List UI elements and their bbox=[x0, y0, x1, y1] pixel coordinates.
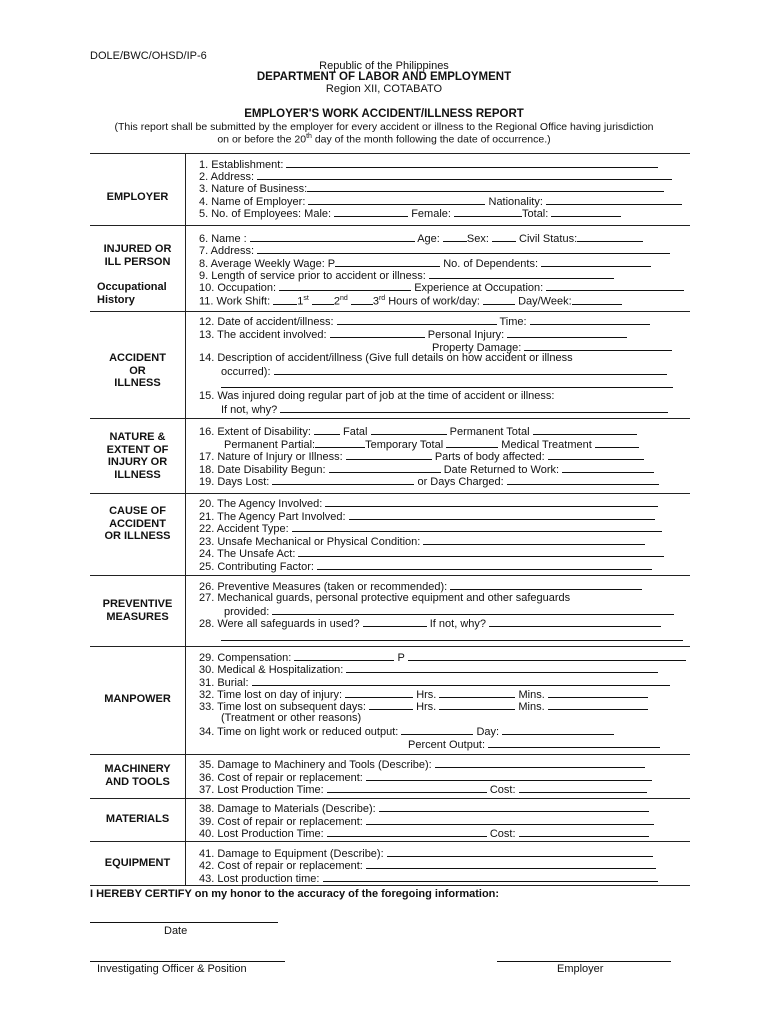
field-occupation: 10. Occupation: Experience at Occupation: bbox=[199, 280, 684, 294]
medical-treatment-input[interactable] bbox=[595, 437, 639, 448]
time-lost-day-mins-input[interactable] bbox=[439, 687, 515, 698]
field-injured-address: 7. Address: bbox=[199, 243, 670, 257]
field-lost-production-machinery: 37. Lost Production Time: Cost: bbox=[199, 782, 647, 796]
injured-name-input[interactable] bbox=[250, 231, 415, 242]
time-lost-day-hrs-input[interactable] bbox=[345, 687, 413, 698]
report-title: EMPLOYER'S WORK ACCIDENT/ILLNESS REPORT bbox=[244, 108, 524, 120]
nationality-input[interactable] bbox=[546, 194, 682, 205]
officer-signature-line[interactable] bbox=[90, 961, 285, 962]
field-description: 14. Description of accident/illness (Give full details on how accident or illness bbox=[199, 352, 573, 364]
report-instruction-line-2: on or before the 20th day of the month following the date of occurrence.) bbox=[217, 133, 551, 146]
section-divider bbox=[90, 754, 690, 755]
agency-part-input[interactable] bbox=[349, 509, 655, 520]
report-instruction-line-1: (This report shall be submitted by the employer for every accident or illness to the Regional Office having jurisdiction bbox=[114, 121, 654, 133]
compensation-amount-input[interactable] bbox=[408, 650, 686, 661]
field-provided: provided: bbox=[224, 604, 674, 618]
employer-signature-line[interactable] bbox=[497, 961, 671, 962]
field-safeguards-used: 28. Were all safeguards in used? If not, why? bbox=[199, 616, 661, 630]
dependents-input[interactable] bbox=[541, 256, 651, 267]
field-unsafe-condition: 23. Unsafe Mechanical or Physical Condition: bbox=[199, 534, 645, 548]
shift-1-input[interactable] bbox=[273, 294, 297, 305]
field-light-work: 34. Time on light work or reduced output: Day: bbox=[199, 724, 614, 738]
field-if-not-why: If not, why? bbox=[221, 402, 668, 416]
body-parts-input[interactable] bbox=[548, 449, 644, 460]
preventive-measures-input[interactable] bbox=[450, 579, 642, 590]
contributing-factor-input[interactable] bbox=[317, 559, 652, 570]
weekly-wage-input[interactable] bbox=[335, 256, 440, 267]
field-nature-of-business: 3. Nature of Business: bbox=[199, 181, 664, 195]
temporary-total-input[interactable] bbox=[446, 437, 498, 448]
field-agency-part: 21. The Agency Part Involved: bbox=[199, 509, 655, 523]
section-divider bbox=[90, 575, 690, 576]
field-preventive-measures: 26. Preventive Measures (taken or recommended): bbox=[199, 579, 642, 593]
date-signature-line[interactable] bbox=[90, 922, 278, 923]
total-employees-input[interactable] bbox=[551, 206, 621, 217]
days-charged-input[interactable] bbox=[507, 474, 659, 485]
lost-production-equipment-input[interactable] bbox=[323, 871, 658, 882]
field-treatment-reasons: (Treatment or other reasons) bbox=[221, 712, 362, 724]
time-lost-subsequent-mins-input[interactable] bbox=[439, 699, 515, 710]
field-safeguards-cont bbox=[221, 630, 683, 644]
section-label-machinery: MACHINERY AND TOOLS bbox=[104, 763, 171, 788]
employer-name-input[interactable] bbox=[308, 194, 485, 205]
safeguards-provided-input[interactable] bbox=[272, 604, 674, 615]
section-divider bbox=[90, 646, 690, 647]
experience-input[interactable] bbox=[546, 280, 684, 291]
certify-statement: I HEREBY CERTIFY on my honor to the accuracy of the foregoing information: bbox=[90, 888, 500, 900]
time-lost-subsequent-mins-value-input[interactable] bbox=[548, 699, 648, 710]
field-address: 2. Address: bbox=[199, 169, 672, 183]
field-establishment: 1. Establishment: bbox=[199, 157, 658, 171]
field-cost-repair-materials: 39. Cost of repair or replacement: bbox=[199, 814, 654, 828]
column-divider bbox=[185, 754, 186, 798]
nature-of-business-input[interactable] bbox=[307, 181, 664, 192]
date-disability-begun-input[interactable] bbox=[329, 462, 441, 473]
column-divider bbox=[185, 225, 186, 311]
section-divider bbox=[90, 885, 690, 886]
field-safeguards: 27. Mechanical guards, personal protective equipment and other safeguards bbox=[199, 592, 571, 604]
section-divider bbox=[90, 225, 690, 226]
republic-header: Republic of the Philippines bbox=[319, 60, 449, 72]
field-damage-machinery: 35. Damage to Machinery and Tools (Describe): bbox=[199, 757, 645, 771]
accident-type-input[interactable] bbox=[292, 521, 662, 532]
date-returned-input[interactable] bbox=[562, 462, 654, 473]
field-lost-production-materials: 40. Lost Production Time: Cost: bbox=[199, 826, 649, 840]
permanent-total-input[interactable] bbox=[533, 424, 637, 435]
days-lost-input[interactable] bbox=[272, 474, 414, 485]
section-label-nature: NATURE & EXTENT OF INJURY OR ILLNESS bbox=[106, 431, 169, 481]
column-divider bbox=[185, 646, 186, 754]
section-divider bbox=[90, 153, 690, 154]
field-compensation: 29. Compensation: P bbox=[199, 650, 686, 664]
column-divider bbox=[185, 311, 186, 418]
section-label-manpower: MANPOWER bbox=[104, 693, 171, 705]
percent-output-input[interactable] bbox=[488, 737, 660, 748]
safeguards-why-input[interactable] bbox=[489, 616, 661, 627]
shift-2-input[interactable] bbox=[312, 294, 334, 305]
cost-repair-equipment-input[interactable] bbox=[366, 858, 656, 869]
unsafe-act-input[interactable] bbox=[298, 546, 664, 557]
section-label-preventive: PREVENTIVE MEASURES bbox=[102, 598, 173, 623]
field-contributing-factor: 25. Contributing Factor: bbox=[199, 559, 652, 573]
section-divider bbox=[90, 418, 690, 419]
section-label-materials: MATERIALS bbox=[105, 813, 170, 825]
employer-address-input[interactable] bbox=[257, 169, 672, 180]
cost-machinery-input[interactable] bbox=[519, 782, 647, 793]
safeguards-continued-input[interactable] bbox=[221, 630, 683, 641]
column-divider bbox=[185, 153, 186, 225]
time-of-accident-input[interactable] bbox=[530, 314, 650, 325]
cost-repair-machinery-input[interactable] bbox=[366, 770, 652, 781]
department-header: DEPARTMENT OF LABOR AND EMPLOYMENT bbox=[256, 71, 512, 83]
field-cost-repair-equipment: 42. Cost of repair or replacement: bbox=[199, 858, 656, 872]
field-extent-of-disability: 16. Extent of Disability: Fatal Permanent Total bbox=[199, 424, 637, 438]
field-days-lost: 19. Days Lost: or Days Charged: bbox=[199, 474, 659, 488]
fatal-input[interactable] bbox=[371, 424, 447, 435]
agency-involved-input[interactable] bbox=[325, 496, 658, 507]
field-damage-equipment: 41. Damage to Equipment (Describe): bbox=[199, 846, 653, 860]
description-continued-input[interactable] bbox=[221, 377, 673, 388]
length-of-service-input[interactable] bbox=[429, 268, 614, 279]
time-lost-day-mins-value-input[interactable] bbox=[548, 687, 648, 698]
medical-hospitalization-input[interactable] bbox=[346, 662, 658, 673]
description-input[interactable] bbox=[274, 364, 667, 375]
field-lost-production-equipment: 43. Lost production time: bbox=[199, 871, 658, 885]
accident-involved-input[interactable] bbox=[330, 327, 425, 338]
field-unsafe-act: 24. The Unsafe Act: bbox=[199, 546, 664, 560]
field-agency-involved: 20. The Agency Involved: bbox=[199, 496, 658, 510]
section-divider bbox=[90, 798, 690, 799]
injured-address-input[interactable] bbox=[257, 243, 670, 254]
burial-input[interactable] bbox=[252, 675, 670, 686]
field-damage-materials: 38. Damage to Materials (Describe): bbox=[199, 801, 649, 815]
date-caption: Date bbox=[164, 925, 188, 937]
region-header: Region XII, COTABATO bbox=[325, 83, 443, 95]
disability-extent-input[interactable] bbox=[314, 424, 340, 435]
female-count-input[interactable] bbox=[454, 206, 522, 217]
column-divider bbox=[185, 575, 186, 646]
field-length-of-service: 9. Length of service prior to accident or illness: bbox=[199, 268, 614, 282]
damage-equipment-input[interactable] bbox=[387, 846, 653, 857]
field-nature-of-injury: 17. Nature of Injury or Illness: Parts of body affected: bbox=[199, 449, 644, 463]
field-occurred: occurred): bbox=[221, 364, 667, 378]
light-work-day-input[interactable] bbox=[502, 724, 614, 735]
damage-materials-input[interactable] bbox=[379, 801, 649, 812]
section-divider bbox=[90, 493, 690, 494]
lost-production-materials-input[interactable] bbox=[327, 826, 487, 837]
damage-machinery-input[interactable] bbox=[435, 757, 645, 768]
section-label-employer: EMPLOYER bbox=[106, 191, 169, 203]
days-per-week-input[interactable] bbox=[572, 294, 622, 305]
column-divider bbox=[185, 798, 186, 841]
male-count-input[interactable] bbox=[334, 206, 408, 217]
field-time-lost-subsequent: 33. Time lost on subsequent days: Hrs. Mins. bbox=[199, 699, 648, 713]
column-divider bbox=[185, 493, 186, 575]
section-divider bbox=[90, 841, 690, 842]
section-label-occupational: Occupational History bbox=[97, 281, 167, 306]
hours-per-day-input[interactable] bbox=[483, 294, 515, 305]
column-divider bbox=[185, 841, 186, 885]
lost-production-machinery-input[interactable] bbox=[327, 782, 487, 793]
field-time-lost-day: 32. Time lost on day of injury: Hrs. Mins. bbox=[199, 687, 648, 701]
time-lost-subsequent-hrs-input[interactable] bbox=[369, 699, 413, 710]
field-percent-output: Percent Output: bbox=[408, 737, 660, 751]
field-medical: 30. Medical & Hospitalization: bbox=[199, 662, 658, 676]
field-date-of-accident: 12. Date of accident/illness: Time: bbox=[199, 314, 650, 328]
occupation-input[interactable] bbox=[279, 280, 411, 291]
field-property-damage: Property Damage: bbox=[432, 340, 672, 354]
compensation-input[interactable] bbox=[294, 650, 394, 661]
shift-3-input[interactable] bbox=[351, 294, 373, 305]
field-no-of-employees: 5. No. of Employees: Male: Female: Total: bbox=[199, 206, 621, 220]
section-divider bbox=[90, 311, 690, 312]
employer-caption: Employer bbox=[557, 963, 604, 975]
age-input[interactable] bbox=[443, 231, 467, 242]
form-code: DOLE/BWC/OHSD/IP-6 bbox=[90, 50, 207, 62]
personal-injury-input[interactable] bbox=[507, 327, 627, 338]
cost-materials-input[interactable] bbox=[519, 826, 649, 837]
field-permanent-partial: Permanent Partial: Temporary Total Medical Treatment bbox=[224, 437, 639, 451]
nature-of-injury-input[interactable] bbox=[346, 449, 432, 460]
section-label-accident: ACCIDENT OR ILLNESS bbox=[109, 352, 166, 389]
field-description-cont bbox=[221, 377, 673, 391]
field-regular-part-of-job: 15. Was injured doing regular part of job at the time of accident or illness: bbox=[199, 390, 555, 402]
field-name: 6. Name : Age: Sex: Civil Status: bbox=[199, 231, 643, 245]
date-of-accident-input[interactable] bbox=[337, 314, 497, 325]
sex-input[interactable] bbox=[492, 231, 516, 242]
field-cost-repair-machinery: 36. Cost of repair or replacement: bbox=[199, 770, 652, 784]
cost-repair-materials-input[interactable] bbox=[366, 814, 654, 825]
section-label-injured: INJURED OR ILL PERSON bbox=[103, 243, 172, 268]
field-accident-type: 22. Accident Type: bbox=[199, 521, 662, 535]
safeguards-used-input[interactable] bbox=[363, 616, 427, 627]
unsafe-condition-input[interactable] bbox=[423, 534, 645, 545]
field-employer-name: 4. Name of Employer: Nationality: bbox=[199, 194, 682, 208]
establishment-input[interactable] bbox=[286, 157, 658, 168]
light-work-input[interactable] bbox=[401, 724, 473, 735]
officer-caption: Investigating Officer & Position bbox=[97, 963, 247, 975]
field-weekly-wage: 8. Average Weekly Wage: P No. of Dependents: bbox=[199, 256, 651, 270]
field-burial: 31. Burial: bbox=[199, 675, 670, 689]
property-damage-input[interactable] bbox=[524, 340, 672, 351]
column-divider bbox=[185, 418, 186, 493]
field-accident-involved: 13. The accident involved: Personal Injury: bbox=[199, 327, 627, 341]
permanent-partial-input[interactable] bbox=[315, 437, 365, 448]
field-work-shift: 11. Work Shift: 1st 2nd 3rd Hours of work/day: Day/Week: bbox=[199, 293, 622, 308]
regular-job-why-input[interactable] bbox=[280, 402, 668, 413]
civil-status-input[interactable] bbox=[577, 231, 643, 242]
field-date-disability-begun: 18. Date Disability Begun: Date Returned to Work: bbox=[199, 462, 654, 476]
section-label-equipment: EQUIPMENT bbox=[104, 857, 171, 869]
section-label-cause: CAUSE OF ACCIDENT OR ILLNESS bbox=[104, 505, 171, 542]
